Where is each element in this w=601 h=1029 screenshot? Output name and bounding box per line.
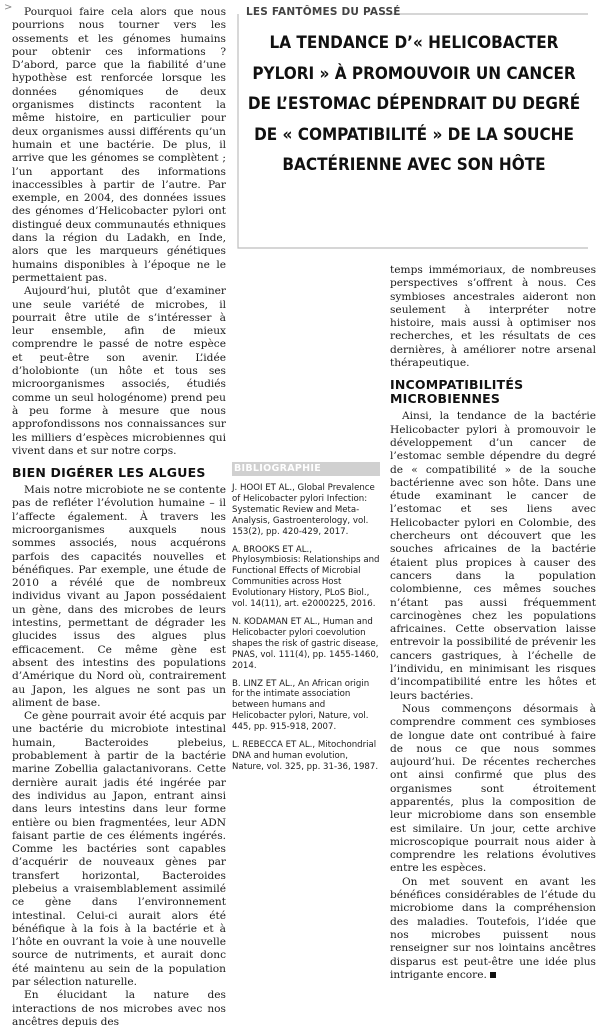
paragraph-text: On met souvent en avant les bénéfices considérables de l’étude du microbiome dans la compréhension des maladies. Toutefois, l’idée que nos microbes puissent nous renseigner sur nos lointains ancêtres disparus est peut-être une idée plus intrigante encore. [390, 875, 596, 981]
paragraph: Pourquoi faire cela alors que nous pourrions nous tourner vers les ossements et les génomes humains pour obtenir ces informations ? D’abord, parce que la fiabilité d’une hypothèse est renforcée lorsque les données génomiques de deux organismes distincts racontent la même histoire, en particulier pour deux organismes aussi différents qu’un humain et une bactérie. De plus, il arrive que les génomes se complètent ; l’un apportant des informations inaccessibles à partir de l’autre. Par exemple, en 2004, des données issues des génomes d’Helicobacter pylori ont distingué deux communautés ethniques dans la région du Ladakh, en Inde, alors que les marqueurs génétiques humains disponibles à l’époque ne le permettaient pas. [12, 6, 226, 284]
bibliography-entry: B. LINZ ET AL., An African origin for the intimate association between humans and Helicobacter pylori, Nature, vol. 445, pp. 915-918, 2007. [232, 678, 370, 733]
paragraph: Ainsi, la tendance de la bactérie Helicobacter pylori à promouvoir le développement d’un cancer de l’estomac semble dépendre du degré de « compatibilité » de la souche bactérienne avec son hôte. Dans une étude examinant le cancer de l’estomac et ses liens avec Helicobacter pylori en Colombie, des chercheurs ont découvert que les souches africaines de la bactérie étaient plus propices à causer des cancers dans la population colombienne, ces mêmes souches n’étant pas aussi fréquemment carcinogènes chez les populations africaines. Cette observation laisse entrevoir la possibilité de prévenir les cancers gastriques, à l’échelle de l’individu, en minimisant les risques d’incompatibilité entre les hôtes et leurs bactéries. [390, 410, 596, 702]
article-column-right [390, 264, 596, 982]
paragraph: En élucidant la nature des interactions de nos microbes avec nos ancêtres depuis des [12, 989, 226, 1028]
pull-quote-text: LA TENDANCE D’« HELICOBACTER PYLORI » À PROMOUVOIR UN CANCER DE L’ESTOMAC DÉPENDRAIT DU DEGRÉ DE « COMPATIBILITÉ » DE LA SOUCHE BACTÉRIENNE AVEC SON HÔTE [247, 33, 581, 175]
continuation-arrow: > [4, 2, 13, 13]
end-of-article-mark [490, 972, 496, 978]
pull-quote-box [230, 0, 593, 257]
paragraph: Ce gène pourrait avoir été acquis par une bactérie du microbiote intestinal humain, Bacteroides plebeius, probablement à partir de la bactérie marine Zobellia galactanivorans. Cette dernière aurait jadis été ingérée par des individus au Japon, entrant ainsi dans leurs intestins dans leur forme entière ou bien fragmentées, leur ADN faisant partie de ces éléments ingérés. Comme les bactéries sont capables d’acquérir de nouveaux gènes par transfert horizontal, Bacteroides plebeius a vraisemblablement assimilé ce gène dans l’environnement intestinal. Celui-ci aurait alors été bénéfique à la fois à la bactérie et à l’hôte en ouvrant la voie à une nouvelle source de nutriments, et aurait donc été maintenu au sein de la population par sélection naturelle. [12, 710, 226, 989]
paragraph [390, 876, 596, 982]
bibliography-entry: A. BROOKS ET AL., Phylosymbiosis: Relationships and Functional Effects of Microbial Communities across Host Evolutionary History, PLoS Biol., vol. 14(11), art. e2000225, 2016. [232, 544, 380, 610]
paragraph: temps immémoriaux, de nombreuses perspectives s’offrent à nous. Ces symbioses ancestrales aideront non seulement à interpréter notre histoire, mais aussi à optimiser nos recherches, et les résultats de ces dernières, à améliorer notre arsenal thérapeutique. [390, 264, 596, 370]
bibliography-entry: N. KODAMAN ET AL., Human and Helicobacter pylori coevolution shapes the risk of gastric disease, PNAS, vol. 111(4), pp. 1455-1460, 2014. [232, 616, 379, 671]
paragraph: Mais notre microbiote ne se contente pas de refléter l’évolution humaine – il l’affecte également. À travers les microorganismes auxquels nous sommes associés, nous acquérons parfois des capacités nouvelles et bénéfiques. Par exemple, une étude de 2010 a révélé que de nombreux individus vivant au Japon possédaient un gène, dans des microbes de leurs intestins, permettant de dégrader les glucides issus des algues plus efficacement. Ce même gène est absent des intestins des populations d’Amérique du Nord où, contrairement au Japon, les algues ne sont pas un aliment de base. [12, 484, 226, 709]
article-column-left [12, 6, 226, 1029]
bibliography-title: BIBLIOGRAPHIE [232, 462, 380, 476]
paragraph: Aujourd’hui, plutôt que d’examiner une seule variété de microbes, il pourrait être utile de s’intéresser à leur ensemble, afin de mieux comprendre le passé de notre espèce et peut-être son avenir. L’idée d’holobionte (un hôte et tous ses microorganismes associés, étudiés comme un seul hologénome) prend peu à peu forme à mesure que nous approfondissons nos connaissances sur les milliers d’espèces microbiennes qui vivent dans et sur notre corps. [12, 285, 226, 457]
paragraph: Nous commençons désormais à comprendre comment ces symbioses de longue date ont contribué à faire de nous ce que nous sommes aujourd’hui. De récentes recherches ont ainsi confirmé que plus des organismes sont étroitement apparentés, plus la composition de leur microbiome dans son ensemble est similaire. Un jour, cette archive microscopique pourrait nous aider à comprendre les relations évolutives entre les espèces. [390, 702, 596, 875]
section-heading: BIEN DIGÉRER LES ALGUES [12, 465, 206, 481]
bibliography-box [232, 462, 380, 773]
section-heading: INCOMPATIBILITÉS MICROBIENNES [390, 377, 524, 407]
bibliography-entry: J. HOOI ET AL., Global Prevalence of Helicobacter pylori Infection: Systematic Review and Meta-Analysis, Gastroenterology, vol. 153(2), pp. 420-429, 2017. [232, 483, 375, 537]
bibliography-entry: L. REBECCA ET AL., Mitochondrial DNA and human evolution, Nature, vol. 325, pp. 31-36, 1987. [232, 740, 379, 772]
pull-quote-label: LES FANTÔMES DU PASSÉ [246, 6, 401, 18]
